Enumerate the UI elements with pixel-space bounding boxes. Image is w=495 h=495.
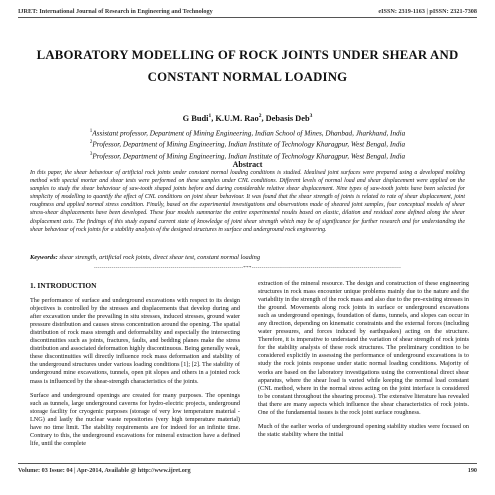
footer-volume: Volume: 03 Issue: 04 | Apr-2014, Available @ http://www.ijret.org: [18, 467, 191, 474]
intro-paragraph-1: The performance of surface and underground excavations with respect to its design objectives is controlled by the stresses and displacements that develop during and after excavation under the prevailing in situ stresses, induced stresses, ground water pressure distribution and causes stress concentration around the opening. The spatial distribution of rock mass strength and deformability and especially the intersecting discontinuities such as joints, fractures, faults, and bedding planes make the stress distribution and associated deformation highly discontinuous. Being generally weak, these discontinuities will directly influence rock mass deformation and stability of the underground structures under various loading conditions [1]; [2]. The stability of underground mine excavations, tunnels, open pit slopes and others in a jointed rock mass is influenced by the shear-strength characteristics of the joints.: [30, 297, 240, 385]
author-3-sup: 3: [309, 113, 313, 119]
title-line-2: CONSTANT NORMAL LOADING: [147, 70, 348, 84]
author-1-sup: 1: [208, 113, 212, 119]
paper-title: [30, 44, 465, 88]
page-number: 190: [467, 467, 477, 474]
footer-rule: [18, 463, 477, 464]
author-list: G Budi$^1$, K.U.M. Rao$^2$, Debasis Deb$^3$: [182, 113, 313, 123]
issn: eISSN: 2319-1163 | pISSN: 2321-7308: [378, 8, 477, 15]
author-2-sup: 2: [258, 113, 262, 119]
abstract-heading: Abstract: [232, 160, 263, 169]
abstract-text: In this paper, the shear behaviour of artificial rock joints under constant normal loading conditions is studied. Idealised joint surfaces were prepared using a developed molding method with special mortar and shear tests were performed on these samples under CNL conditions. Different levels of normal load and shear displacement were applied on the samples to study the shear behaviour of saw-tooth shaped joints before and during considerable relative shear displacement. Nine types of saw-tooth joints have been selected for simplicity of modelling to quantify the effect of CNL conditions on joint shear behaviour. It was found that the shear strength of joints is related to rate of shear displacement, joint roughness and applied normal stress condition. Finally, based on the experimental investigations and observations made of sheared joint samples, four conceptual models of shear stress-shear displacements have been developed. These four models summarize the entire experimental results based on elastic, dilation and residual zone defined along the shear displacement axis. The findings of this study expand current state of knowledge of joint shear strength which may be of significance for further research and for understanding the shear behaviour of rock joints for a stability analysis of the designed structures in surface and underground rock engineering.: [30, 170, 465, 233]
right-column: [258, 280, 469, 445]
author-2: K.U.M. Rao: [215, 113, 259, 123]
section-divider: ----------------------------------------------------------------------------***----------------------------------------------------------------------------: [93, 266, 402, 271]
title-line-1: LABORATORY MODELLING OF ROCK JOINTS UNDER SHEAR AND: [36, 48, 459, 62]
header-rule: [18, 17, 477, 18]
affiliation-1: $^1$Assistant professor, Department of Mining Engineering, Indian School of Mines, Dhanbad, Jharkhand, India: [89, 129, 406, 138]
author-1: G Budi: [182, 113, 209, 123]
running-header: [18, 8, 477, 15]
keywords: [30, 254, 465, 261]
affiliation-2: $^2$Professor, Department of Mining Engineering, Indian Institute of Technology Kharagpur, West Bengal, India: [89, 140, 406, 149]
keywords-text: shear strength, artificial rock joints, direct shear test, constant normal loading: [59, 254, 261, 261]
affiliations: [30, 127, 465, 161]
running-footer: [18, 467, 477, 474]
keywords-label: Keywords:: [30, 254, 58, 261]
author-3: Debasis Deb: [265, 113, 310, 123]
left-column: [30, 282, 240, 454]
affiliation-3: $^3$Professor, Department of Mining Engineering, Indian Institute of Technology Kharagpur, West Bengal, India: [89, 151, 406, 161]
intro-paragraph-2: Surface and underground openings are created for many purposes. The openings such as tunnels, large underground caverns for hydro-electric projects, underground storage facility for cryogenic purposes (storage of very low temperature material - LNG) and lastly the nuclear waste repositories (very high temperature material) have no time limit. The stability requirements are for indeed for an infinite time. Contrary to this, the underground excavations for mineral extraction have a defined life, until the complete: [30, 391, 240, 447]
intro-paragraph-4: Much of the earlier works of underground opening stability studies were focused on the static stability where the initial: [258, 422, 469, 438]
journal-name: IJRET: International Journal of Research in Engineering and Technology: [18, 8, 213, 15]
intro-paragraph-3: extraction of the mineral resource. The design and construction of these engineering structures in rock mass encounter unique problems mainly due to the nature and the variability in the strength of the rock mass and also due to the pre-existing stresses in the ground. Movements along rock joints in surface or underground excavations such as underground openings, foundation of dams, tunnels, and slopes can occur in any direction, depending on kinematic constraints and the external forces (including water pressures, and forces induced by earthquakes) acting on the structure. Therefore, it is imperative to understand the variation of shear strength of rock joints for the stability analysis of these rock structures. The preliminary condition to be considered explicitly in assessing the performance of underground excavations is to study the rock joints response under static normal loading conditions. Majority of works are based on the laboratory investigations using the conventional direct shear apparatus, where the shear load is varied while keeping the normal load constant (CNL method, where in the normal stress acting on the joint interface is considered to be constant throughout the shearing process). The extensive literature has revealed that there are many aspects which influence the shear characteristics of rock joints. One of the fundamental issues is the rock joint surface roughness.: [258, 280, 469, 416]
section-heading-introduction: 1. INTRODUCTION: [30, 281, 97, 290]
